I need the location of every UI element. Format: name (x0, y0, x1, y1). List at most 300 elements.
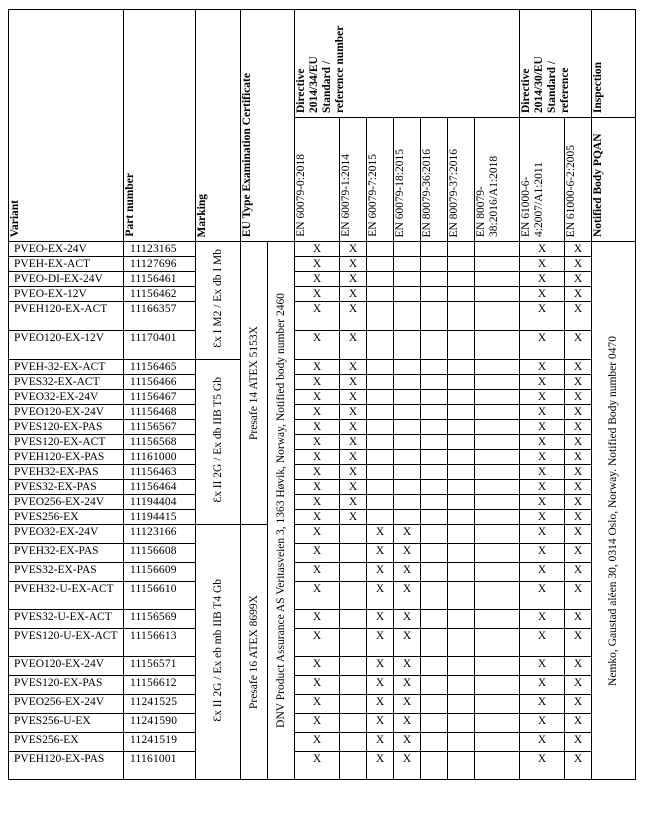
table-row (9, 435, 636, 450)
compliance-mark-cell (448, 302, 475, 331)
compliance-mark-cell: X (520, 752, 565, 780)
marking-label: Ɛx I M2 / Ex db I Mb (211, 249, 224, 348)
compliance-mark-cell (448, 390, 475, 405)
compliance-mark-cell: X (340, 287, 367, 302)
variant-cell: PVEO120-EX-24V (9, 405, 124, 420)
compliance-mark-cell: X (520, 695, 565, 714)
standard-header: EN 80079-36:2016 (421, 118, 448, 242)
header-eu-type-cert (241, 10, 295, 242)
variant-cell: PVEO-EX-12V (9, 287, 124, 302)
compliance-mark-cell (448, 714, 475, 733)
compliance-mark-cell: X (520, 390, 565, 405)
compliance-mark-cell (394, 272, 421, 287)
compliance-mark-cell (448, 257, 475, 272)
compliance-mark-cell: X (340, 360, 367, 375)
compliance-mark-cell: X (565, 390, 592, 405)
compliance-mark-cell (367, 405, 394, 420)
compliance-mark-cell (394, 302, 421, 331)
compliance-mark-cell (475, 375, 520, 390)
compliance-mark-cell: X (394, 629, 421, 657)
compliance-mark-cell (394, 287, 421, 302)
compliance-mark-cell (475, 676, 520, 695)
compliance-mark-cell: X (367, 525, 394, 544)
compliance-mark-cell (421, 610, 448, 629)
compliance-mark-cell: X (295, 525, 340, 544)
variant-cell: PVEH32-EX-PAS (9, 465, 124, 480)
table-row (9, 420, 636, 435)
header-inspection-label: Inspection (592, 61, 604, 113)
variant-cell: PVEO-DI-EX-24V (9, 272, 124, 287)
compliance-mark-cell (394, 360, 421, 375)
compliance-mark-cell: X (520, 495, 565, 510)
certificate-label: Presafe 14 ATEX 5153X (247, 325, 260, 441)
compliance-mark-cell (448, 657, 475, 676)
compliance-mark-cell (421, 331, 448, 360)
compliance-mark-cell (340, 657, 367, 676)
compliance-mark-cell (367, 465, 394, 480)
compliance-mark-cell (421, 360, 448, 375)
compliance-mark-cell (367, 360, 394, 375)
compliance-mark-cell (421, 563, 448, 582)
compliance-mark-cell: X (565, 242, 592, 257)
compliance-mark-cell: X (295, 242, 340, 257)
part-number-cell: 11156610 (124, 582, 196, 610)
compliance-mark-cell: X (367, 676, 394, 695)
table-row (9, 375, 636, 390)
compliance-mark-cell (421, 544, 448, 563)
compliance-mark-cell: X (565, 272, 592, 287)
compliance-mark-cell (421, 450, 448, 465)
standard-header: EN 80079-38:2016/A1:2018 (475, 118, 520, 242)
compliance-mark-cell: X (520, 544, 565, 563)
table-row (9, 495, 636, 510)
compliance-mark-cell: X (565, 450, 592, 465)
compliance-mark-cell: X (340, 435, 367, 450)
compliance-mark-cell (448, 510, 475, 525)
table-row (9, 465, 636, 480)
atex-compliance-table (8, 9, 636, 780)
compliance-mark-cell: X (565, 582, 592, 610)
compliance-mark-cell (448, 375, 475, 390)
compliance-mark-cell: X (520, 257, 565, 272)
compliance-mark-cell (475, 302, 520, 331)
compliance-mark-cell: X (295, 752, 340, 780)
compliance-mark-cell (340, 582, 367, 610)
compliance-mark-cell: X (340, 465, 367, 480)
compliance-mark-cell (421, 302, 448, 331)
compliance-mark-cell (475, 563, 520, 582)
compliance-mark-cell: X (340, 302, 367, 331)
compliance-mark-cell: X (565, 405, 592, 420)
compliance-mark-cell (394, 331, 421, 360)
compliance-mark-cell: X (520, 450, 565, 465)
notified-body-dnv (268, 242, 295, 780)
compliance-mark-cell: X (394, 563, 421, 582)
standard-header: EN 60079-18:2015 (394, 118, 421, 242)
part-number-cell: 11156462 (124, 287, 196, 302)
compliance-mark-cell: X (295, 610, 340, 629)
compliance-mark-cell: X (565, 657, 592, 676)
variant-cell: PVEO256-EX-24V (9, 495, 124, 510)
header-inspection (592, 10, 636, 118)
compliance-mark-cell (340, 695, 367, 714)
compliance-mark-cell: X (295, 582, 340, 610)
compliance-mark-cell: X (367, 610, 394, 629)
part-number-cell: 11241525 (124, 695, 196, 714)
compliance-mark-cell (421, 272, 448, 287)
compliance-mark-cell (421, 390, 448, 405)
compliance-mark-cell (448, 610, 475, 629)
compliance-mark-cell (394, 390, 421, 405)
compliance-mark-cell: X (565, 331, 592, 360)
part-number-cell: 11123166 (124, 525, 196, 544)
compliance-mark-cell: X (565, 676, 592, 695)
compliance-mark-cell (475, 657, 520, 676)
compliance-mark-cell (421, 405, 448, 420)
part-number-cell: 11194415 (124, 510, 196, 525)
part-number-cell: 11156609 (124, 563, 196, 582)
compliance-mark-cell (394, 242, 421, 257)
table-row (9, 563, 636, 582)
table-row (9, 733, 636, 752)
variant-cell: PVEH120-EX-PAS (9, 752, 124, 780)
compliance-mark-cell (421, 510, 448, 525)
compliance-mark-cell (448, 465, 475, 480)
variant-cell: PVEH32-EX-PAS (9, 544, 124, 563)
compliance-mark-cell: X (565, 257, 592, 272)
header-directive-2014-34-label: Directive 2014/34/EU Standard / reference number (295, 25, 346, 113)
compliance-mark-cell (475, 272, 520, 287)
compliance-mark-cell (475, 733, 520, 752)
marking-label: Ɛx II 2G / Ex db IIB T5 Gb (211, 377, 224, 503)
compliance-mark-cell: X (295, 714, 340, 733)
compliance-mark-cell (448, 752, 475, 780)
table-row (9, 405, 636, 420)
compliance-mark-cell: X (565, 695, 592, 714)
variant-cell: PVES256-EX (9, 733, 124, 752)
table-row (9, 302, 636, 331)
variant-cell: PVES32-EX-PAS (9, 480, 124, 495)
compliance-mark-cell: X (565, 420, 592, 435)
standard-header: EN 61000-6-2:2005 (565, 118, 592, 242)
compliance-mark-cell: X (295, 495, 340, 510)
compliance-mark-cell (448, 287, 475, 302)
compliance-mark-cell (475, 582, 520, 610)
compliance-mark-cell: X (367, 582, 394, 610)
compliance-mark-cell (475, 714, 520, 733)
compliance-mark-cell: X (520, 242, 565, 257)
part-number-cell: 11156466 (124, 375, 196, 390)
header-notified-body-pqan: Notified Body PQAN (592, 118, 636, 242)
compliance-mark-cell (448, 360, 475, 375)
compliance-mark-cell (475, 510, 520, 525)
compliance-mark-cell: X (295, 287, 340, 302)
compliance-mark-cell (421, 242, 448, 257)
compliance-mark-cell (367, 420, 394, 435)
marking-cell (196, 360, 241, 525)
standard-header: EN 60079-1:2014 (340, 118, 367, 242)
compliance-mark-cell (367, 480, 394, 495)
compliance-mark-cell: X (340, 242, 367, 257)
compliance-mark-cell: X (565, 629, 592, 657)
compliance-mark-cell: X (295, 480, 340, 495)
variant-cell: PVES120-EX-PAS (9, 420, 124, 435)
compliance-mark-cell (448, 563, 475, 582)
compliance-mark-cell (421, 375, 448, 390)
table-row (9, 676, 636, 695)
compliance-mark-cell: X (394, 752, 421, 780)
compliance-mark-cell (367, 495, 394, 510)
compliance-mark-cell (421, 676, 448, 695)
table-body (9, 242, 636, 780)
table-row (9, 525, 636, 544)
compliance-mark-cell (448, 525, 475, 544)
compliance-mark-cell: X (295, 360, 340, 375)
compliance-mark-cell (340, 752, 367, 780)
compliance-mark-cell: X (367, 752, 394, 780)
compliance-mark-cell: X (295, 390, 340, 405)
inspection-body (592, 242, 636, 780)
compliance-mark-cell: X (565, 610, 592, 629)
compliance-mark-cell (394, 465, 421, 480)
compliance-mark-cell: X (295, 629, 340, 657)
marking-cell (196, 525, 241, 780)
part-number-cell: 11156463 (124, 465, 196, 480)
certificate-presafe-16 (241, 525, 268, 780)
part-number-cell: 11156571 (124, 657, 196, 676)
table-row (9, 272, 636, 287)
compliance-mark-cell: X (520, 405, 565, 420)
compliance-mark-cell: X (520, 331, 565, 360)
table-row (9, 450, 636, 465)
compliance-mark-cell: X (367, 714, 394, 733)
compliance-mark-cell (394, 375, 421, 390)
compliance-mark-cell: X (520, 733, 565, 752)
compliance-mark-cell (340, 610, 367, 629)
part-number-cell: 11156612 (124, 676, 196, 695)
compliance-mark-cell (475, 495, 520, 510)
compliance-mark-cell (448, 629, 475, 657)
compliance-mark-cell (421, 629, 448, 657)
compliance-mark-cell: X (565, 360, 592, 375)
table-row (9, 480, 636, 495)
compliance-mark-cell (394, 510, 421, 525)
standard-header: EN 80079-37:2016 (448, 118, 475, 242)
compliance-mark-cell: X (295, 544, 340, 563)
variant-cell: PVEO256-EX-24V (9, 695, 124, 714)
compliance-mark-cell (448, 676, 475, 695)
compliance-mark-cell: X (295, 450, 340, 465)
table-row (9, 544, 636, 563)
compliance-mark-cell (394, 480, 421, 495)
compliance-mark-cell (367, 390, 394, 405)
table-row (9, 714, 636, 733)
compliance-mark-cell (475, 525, 520, 544)
compliance-mark-cell (475, 544, 520, 563)
table-row (9, 257, 636, 272)
part-number-cell: 11156568 (124, 435, 196, 450)
compliance-mark-cell: X (295, 375, 340, 390)
compliance-mark-cell (421, 525, 448, 544)
compliance-mark-cell (421, 582, 448, 610)
standard-header: EN 60079-0:2018 (295, 118, 340, 242)
compliance-mark-cell (394, 405, 421, 420)
compliance-mark-cell: X (340, 495, 367, 510)
compliance-mark-cell: X (520, 525, 565, 544)
compliance-mark-cell (367, 450, 394, 465)
compliance-mark-cell (448, 495, 475, 510)
compliance-mark-cell: X (520, 714, 565, 733)
compliance-mark-cell (394, 495, 421, 510)
compliance-mark-cell: X (295, 695, 340, 714)
header-part-number (124, 10, 196, 242)
compliance-mark-cell (340, 563, 367, 582)
compliance-mark-cell (475, 420, 520, 435)
compliance-mark-cell: X (367, 733, 394, 752)
part-number-cell: 11241590 (124, 714, 196, 733)
compliance-mark-cell (340, 629, 367, 657)
compliance-mark-cell: X (367, 563, 394, 582)
compliance-mark-cell: X (340, 510, 367, 525)
variant-cell: PVEH-32-EX-ACT (9, 360, 124, 375)
part-number-cell: 11156464 (124, 480, 196, 495)
compliance-mark-cell (448, 582, 475, 610)
compliance-mark-cell (475, 629, 520, 657)
compliance-mark-cell (421, 257, 448, 272)
compliance-mark-cell: X (340, 272, 367, 287)
compliance-mark-cell: X (295, 257, 340, 272)
compliance-mark-cell (340, 525, 367, 544)
compliance-mark-cell (340, 544, 367, 563)
table-row (9, 629, 636, 657)
compliance-mark-cell: X (340, 405, 367, 420)
compliance-mark-cell (367, 272, 394, 287)
compliance-mark-cell: X (520, 360, 565, 375)
compliance-mark-cell: X (520, 420, 565, 435)
compliance-mark-cell: X (367, 629, 394, 657)
compliance-mark-cell (421, 420, 448, 435)
compliance-mark-cell (475, 435, 520, 450)
compliance-mark-cell: X (394, 525, 421, 544)
compliance-mark-cell (367, 242, 394, 257)
compliance-mark-cell: X (295, 420, 340, 435)
compliance-mark-cell (475, 450, 520, 465)
compliance-mark-cell: X (295, 733, 340, 752)
compliance-mark-cell: X (520, 465, 565, 480)
variant-cell: PVEH-EX-ACT (9, 257, 124, 272)
variant-cell: PVES256-U-EX (9, 714, 124, 733)
compliance-mark-cell: X (520, 676, 565, 695)
compliance-mark-cell: X (565, 465, 592, 480)
part-number-cell: 11156567 (124, 420, 196, 435)
compliance-mark-cell: X (520, 582, 565, 610)
table-row (9, 752, 636, 780)
compliance-mark-cell: X (394, 657, 421, 676)
compliance-mark-cell (340, 733, 367, 752)
compliance-mark-cell: X (520, 435, 565, 450)
compliance-mark-cell (421, 480, 448, 495)
part-number-cell: 11156465 (124, 360, 196, 375)
compliance-mark-cell: X (520, 480, 565, 495)
variant-cell: PVEO120-EX-12V (9, 331, 124, 360)
header-directive-2014-34 (295, 10, 520, 118)
compliance-mark-cell (475, 257, 520, 272)
compliance-mark-cell: X (565, 544, 592, 563)
variant-cell: PVES120-EX-PAS (9, 676, 124, 695)
part-number-cell: 11166357 (124, 302, 196, 331)
part-number-cell: 11156608 (124, 544, 196, 563)
compliance-mark-cell (367, 302, 394, 331)
compliance-mark-cell: X (295, 676, 340, 695)
variant-cell: PVES32-EX-PAS (9, 563, 124, 582)
compliance-mark-cell: X (565, 302, 592, 331)
compliance-mark-cell: X (520, 629, 565, 657)
compliance-mark-cell: X (295, 405, 340, 420)
variant-cell: PVEO120-EX-24V (9, 657, 124, 676)
compliance-mark-cell (475, 480, 520, 495)
standard-header: EN 60079-7:2015 (367, 118, 394, 242)
variant-cell: PVEH32-U-EX-ACT (9, 582, 124, 610)
table-row (9, 360, 636, 375)
compliance-mark-cell: X (340, 390, 367, 405)
compliance-mark-cell (448, 695, 475, 714)
compliance-mark-cell (340, 714, 367, 733)
compliance-mark-cell: X (520, 510, 565, 525)
compliance-mark-cell: X (565, 435, 592, 450)
compliance-mark-cell (367, 287, 394, 302)
compliance-mark-cell (475, 390, 520, 405)
variant-cell: PVES256-EX (9, 510, 124, 525)
compliance-mark-cell (394, 420, 421, 435)
compliance-mark-cell (340, 676, 367, 695)
compliance-mark-cell (421, 733, 448, 752)
compliance-mark-cell: X (565, 480, 592, 495)
table-row (9, 695, 636, 714)
compliance-mark-cell (448, 480, 475, 495)
compliance-mark-cell (394, 257, 421, 272)
compliance-mark-cell (367, 331, 394, 360)
table-row (9, 510, 636, 525)
variant-cell: PVEO-EX-24V (9, 242, 124, 257)
marking-label: Ɛx II 2G / Ex eb mb IIB T4 Gb (211, 578, 224, 722)
compliance-mark-cell (475, 242, 520, 257)
compliance-mark-cell: X (520, 657, 565, 676)
compliance-mark-cell (421, 465, 448, 480)
part-number-cell: 11241519 (124, 733, 196, 752)
compliance-mark-cell (448, 733, 475, 752)
variant-cell: PVEO32-EX-24V (9, 390, 124, 405)
compliance-mark-cell: X (520, 302, 565, 331)
compliance-mark-cell (475, 405, 520, 420)
compliance-mark-cell (394, 450, 421, 465)
compliance-mark-cell (367, 510, 394, 525)
compliance-mark-cell (448, 242, 475, 257)
variant-cell: PVES32-U-EX-ACT (9, 610, 124, 629)
compliance-mark-cell (475, 331, 520, 360)
compliance-mark-cell (475, 752, 520, 780)
header-marking-label: Marking (196, 193, 208, 237)
compliance-mark-cell: X (340, 375, 367, 390)
variant-cell: PVEH120-EX-ACT (9, 302, 124, 331)
compliance-mark-cell: X (520, 272, 565, 287)
compliance-mark-cell: X (295, 657, 340, 676)
compliance-mark-cell: X (340, 450, 367, 465)
inspection-body-label: Nemko, Gaustad aléen 30, 0314 Oslo, Norway. Notified Body number 0470 (607, 335, 619, 686)
compliance-mark-cell (421, 435, 448, 450)
compliance-mark-cell (421, 495, 448, 510)
compliance-mark-cell (367, 435, 394, 450)
compliance-mark-cell: X (340, 420, 367, 435)
